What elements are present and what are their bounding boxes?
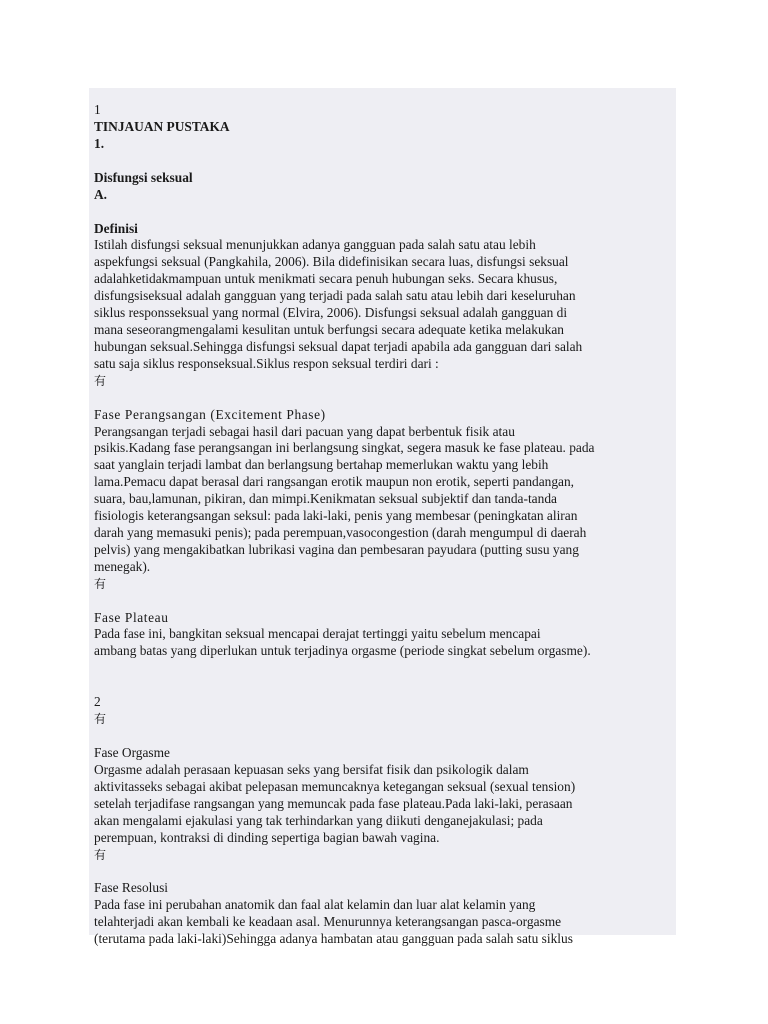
orgasm-heading: Fase Orgasme: [94, 745, 170, 761]
paragraph-line: siklus responsseksual yang normal (Elvira, 2006). Disfungsi seksual adalah gangguan di: [94, 305, 568, 321]
paragraph-line: menegak).: [94, 558, 151, 574]
paragraph-line: (terutama pada laki-laki)Sehingga adanya hambatan atau gangguan pada salah satu siklus: [94, 931, 573, 947]
plateau-heading: Fase Plateau: [94, 609, 169, 625]
cjk-glyph: 有: [94, 576, 107, 591]
plateau-paragraph: [94, 626, 672, 660]
definition-heading: Definisi: [94, 220, 138, 236]
paragraph-line: setelah terjadifase rangsangan yang memuncak pada fase plateau.Pada laki-laki, perasaan: [94, 795, 573, 811]
paragraph-line: hubungan seksual.Sehingga disfungsi seksual dapat terjadi apabila ada gangguan dari salah: [94, 338, 583, 354]
excitement-heading: Fase Perangsangan (Excitement Phase): [94, 406, 326, 422]
paragraph-line: aktivitasseks sebagai akibat pelepasan memuncaknya ketegangan seksual (sexual tension): [94, 778, 576, 794]
paragraph-line: fisiologis keterangsangan seksul: pada laki-laki, penis yang membesar (peningkatan aliran: [94, 508, 578, 524]
resolution-paragraph: [94, 897, 672, 948]
page-number: 2: [94, 694, 101, 710]
cjk-glyph: 有: [94, 847, 107, 862]
paragraph-line: saat yanglain terjadi lambat dan berlangsung bertahap memerlukan waktu yang lebih: [94, 457, 549, 473]
paragraph-line: Pada fase ini, bangkitan seksual mencapai derajat tertinggi yaitu sebelum mencapai: [94, 626, 541, 642]
paragraph-line: psikis.Kadang fase perangsangan ini berlangsung singkat, segera masuk ke fase plateau. pada: [94, 440, 595, 456]
paragraph-line: akan mengalami ejakulasi yang tak terhindarkan yang diikuti denganejakulasi; pada: [94, 812, 543, 828]
paragraph-line: disfungsiseksual adalah gangguan yang terjadi pada salah satu atau lebih dari keseluruhan: [94, 288, 576, 304]
paragraph-line: Perangsangan terjadi sebagai hasil dari pacuan yang dapat berbentuk fisik atau: [94, 423, 515, 439]
definition-paragraph: [94, 237, 672, 372]
paragraph-line: darah yang memasuki penis); pada perempuan,vasocongestion (darah mengumpul di daerah: [94, 524, 587, 540]
paragraph-line: telahterjadi akan kembali ke keadaan asal. Menurunnya keterangsangan pasca-orgasme: [94, 914, 562, 930]
paragraph-line: Orgasme adalah perasaan kepuasan seks yang bersifat fisik dan psikologik dalam: [94, 762, 529, 777]
paragraph-line: satu saja siklus responseksual.Siklus respon seksual terdiri dari :: [94, 355, 439, 371]
paragraph-line: perempuan, kontraksi di dinding sepertiga bagian bawah vagina.: [94, 829, 440, 845]
page-number: 1: [94, 102, 101, 117]
excitement-paragraph: [94, 424, 672, 576]
document-page: [89, 88, 676, 947]
paragraph-line: aspekfungsi seksual (Pangkahila, 2006). Bila didefinisikan secara luas, disfungsi seksual: [94, 254, 569, 270]
chapter-number: 1.: [94, 135, 105, 151]
paragraph-line: adalahketidakmampuan untuk menikmati secara penuh hubungan seks. Secara khusus,: [94, 271, 558, 287]
paragraph-line: mana seseorangmengalami kesulitan untuk berfungsi secara adequate ketika melakukan: [94, 321, 564, 337]
paragraph-line: ambang batas yang diperlukan untuk terjadinya orgasme (periode singkat sebelum orgasme).: [94, 643, 591, 659]
resolution-heading: Fase Resolusi: [94, 880, 169, 896]
paragraph-line: pelvis) yang mengakibatkan lubrikasi vagina dan pembesaran payudara (putting susu yang: [94, 541, 579, 557]
section-letter: A.: [94, 186, 108, 202]
document-content: [94, 102, 672, 948]
chapter-title: TINJAUAN PUSTAKA: [94, 118, 230, 134]
section-title: Disfungsi seksual: [94, 169, 193, 185]
paragraph-line: suara, bau,lamunan, pikiran, dan mimpi.Kenikmatan seksual subjektif dan tanda-tanda: [94, 491, 557, 507]
paragraph-line: lama.Pemacu dapat berasal dari rangsangan erotik maupun non erotik, seperti pandangan,: [94, 474, 575, 490]
paragraph-line: Istilah disfungsi seksual menunjukkan adanya gangguan pada salah satu atau lebih: [94, 237, 536, 253]
paragraph-line: Pada fase ini perubahan anatomik dan faal alat kelamin dan luar alat kelamin yang: [94, 897, 536, 913]
cjk-glyph: 有: [94, 373, 107, 388]
orgasm-paragraph: [94, 762, 672, 847]
cjk-glyph: 有: [94, 712, 107, 727]
